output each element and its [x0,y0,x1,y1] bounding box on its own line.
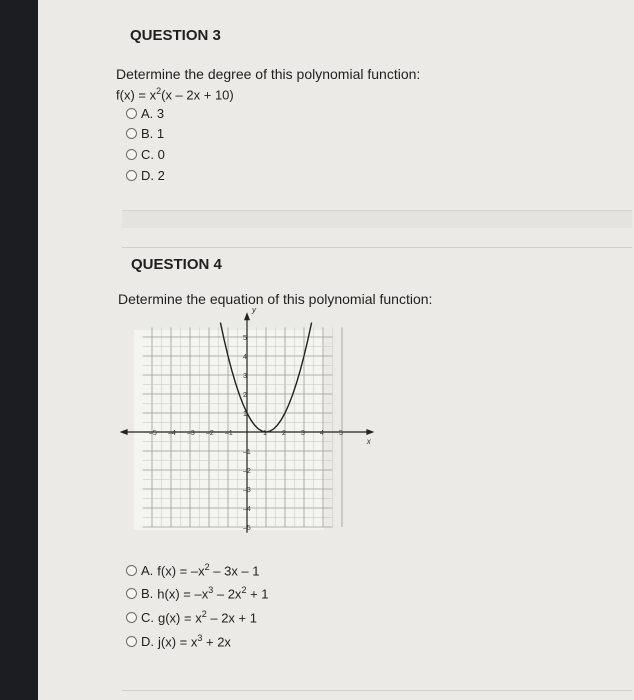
radio-button[interactable] [126,588,137,599]
question-3-function: $f(x) = x^2(x - 2x + 10)$ [116,86,234,103]
x-tick-label: 4 [320,430,324,437]
option-equation: $h(x) = -x^3 - 2x^2 + 1$ [157,585,269,602]
question-3-title: QUESTION 3 [130,27,221,44]
radio-button[interactable] [126,565,137,576]
y-tick-label: 3 [243,373,247,380]
option-letter: C. [141,609,154,625]
x-tick-label: –4 [168,430,176,437]
q3-option-c[interactable] [126,147,165,162]
x-axis-label: x [366,437,371,446]
option-letter: D. [141,633,154,649]
question-4-title: QUESTION 4 [131,256,222,273]
option-label: D. 2 [141,168,165,183]
y-axis-label: y [252,306,256,315]
x-tick-label: –1 [225,430,233,437]
radio-button[interactable] [126,108,137,119]
x-tick-label: 2 [282,430,286,437]
y-axis-arrow-top [244,312,250,320]
q4-option-c[interactable] [126,609,257,625]
q3-option-a[interactable] [126,106,164,121]
radio-button[interactable] [126,128,137,139]
parabola-graph [114,306,384,536]
x-axis-arrow-right [366,429,374,435]
radio-button[interactable] [126,149,137,160]
q4-option-b[interactable] [126,585,269,601]
y-tick-label: –1 [243,449,251,456]
option-equation: $g(x) = x^2 - 2x + 1$ [158,609,257,626]
radio-button[interactable] [126,170,137,181]
q4-option-a[interactable] [126,562,260,578]
x-axis-arrow-left [120,429,128,435]
q4-option-d[interactable] [126,633,231,649]
option-label: B. 1 [141,126,165,141]
question-3-footer-box [122,210,632,228]
x-tick-label: 3 [301,430,305,437]
y-tick-label: –5 [243,525,251,532]
option-label: A. 3 [141,106,165,121]
x-tick-label: –5 [149,430,157,437]
radio-button[interactable] [126,636,137,647]
radio-button[interactable] [126,612,137,623]
y-tick-label: 2 [243,392,247,399]
y-tick-label: –2 [243,468,251,475]
option-letter: A. [141,562,154,578]
x-tick-label: 1 [263,430,267,437]
option-equation: $j(x) = x^3 + 2x$ [158,633,231,650]
option-letter: B. [141,585,154,601]
bottom-divider [122,690,632,691]
x-tick-label: 5 [339,430,343,437]
x-tick-label: –3 [187,430,195,437]
x-tick-label: –2 [206,430,214,437]
option-equation: $f(x) = -x^2 - 3x - 1$ [157,562,260,579]
y-tick-label: 4 [243,354,247,361]
q3-option-b[interactable] [126,126,164,141]
y-tick-label: 1 [243,411,247,418]
y-tick-label: –3 [243,487,251,494]
quiz-page [38,0,634,700]
question-divider [122,247,632,248]
y-tick-label: –4 [243,506,251,513]
option-label: C. 0 [141,147,165,162]
question-3-prompt: Determine the degree of this polynomial function: [116,66,421,82]
q3-option-d[interactable] [126,168,165,183]
y-tick-label: 5 [243,335,247,342]
question-4-prompt: Determine the equation of this polynomial function: [118,291,433,307]
